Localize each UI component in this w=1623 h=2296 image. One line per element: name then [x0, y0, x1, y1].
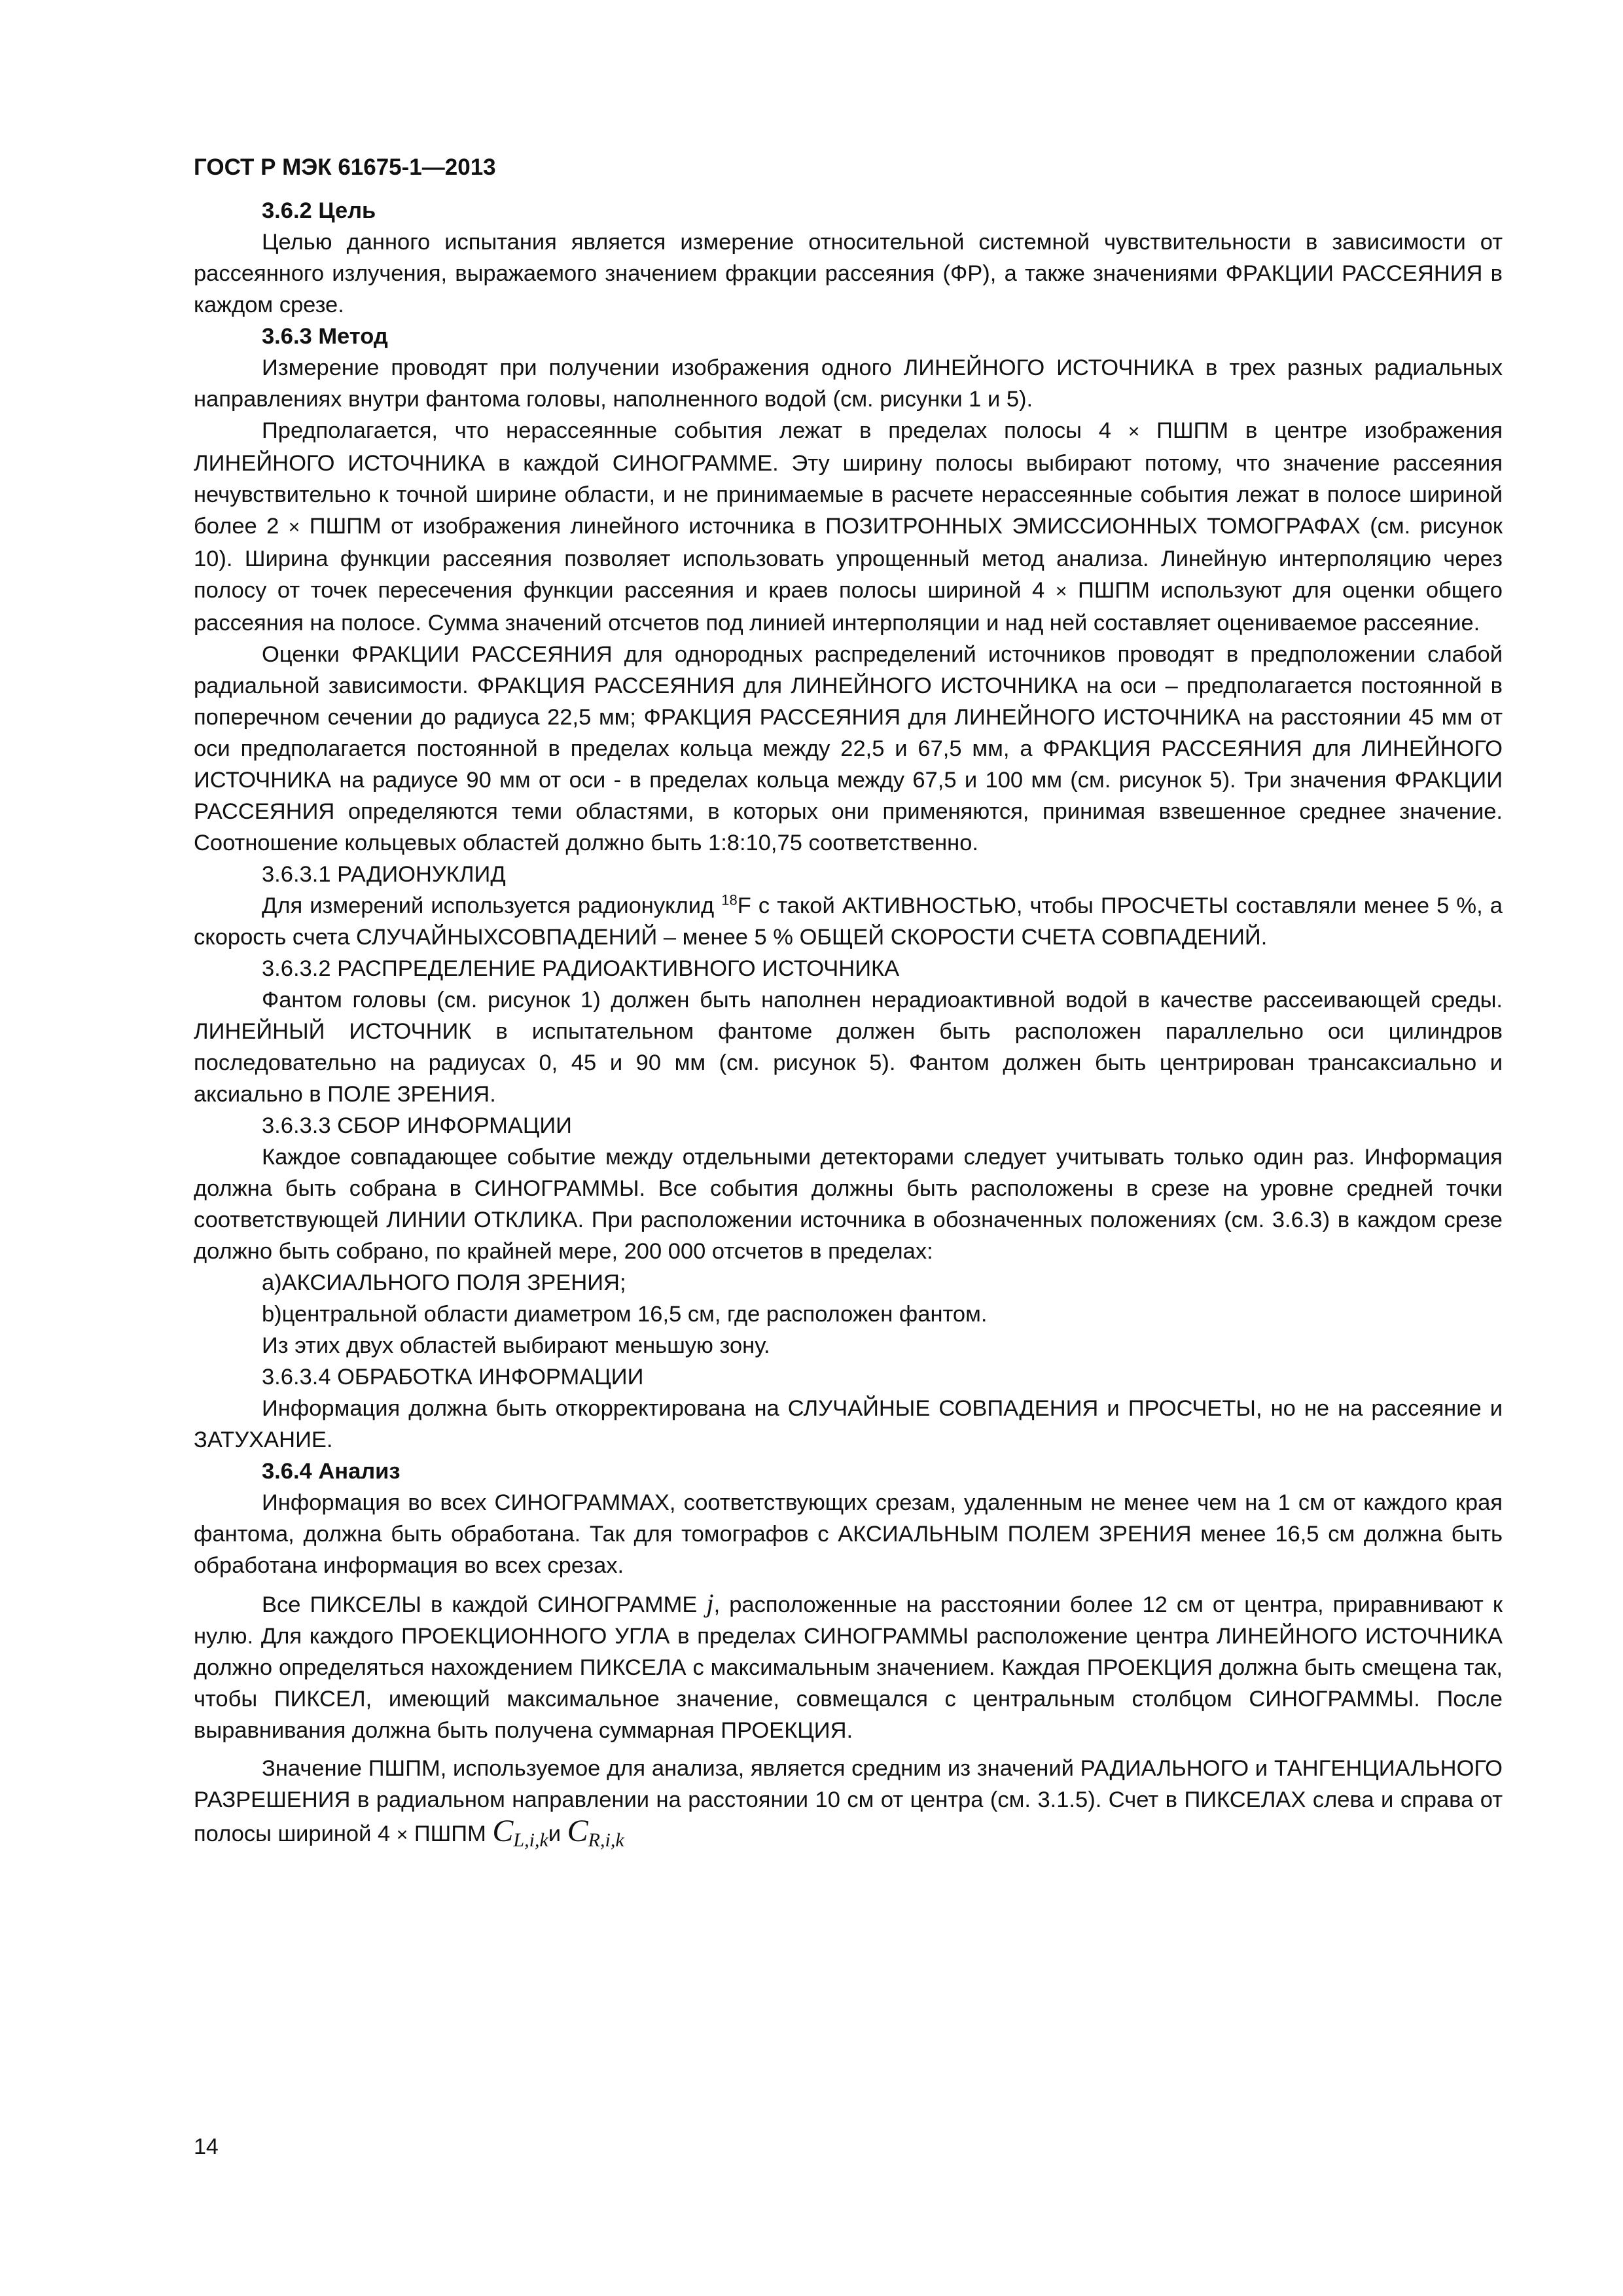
paragraph: Измерение проводят при получении изображения одного ЛИНЕЙНОГО ИСТОЧНИКА в трех разных радиальных направлениях внутри фантома головы, наполненного водой (см. рисунки 1 и 5). [194, 355, 1503, 412]
paragraph: Каждое совпадающее событие между отдельными детекторами следует учитывать только один раз. Информация должна быть собрана в СИНОГРАММЫ. Все события должны быть расположены в срезе на уровне средней точки соответствующей ЛИНИИ ОТКЛИКА. При расположении источника в обозначенных положениях (см. 3.6.3) в каждом срезе должно быть собрано, по крайней мере, 200 000 отсчетов в пределах: [194, 1145, 1503, 1264]
paragraph: Из этих двух областей выбирают меньшую зону. [262, 1333, 770, 1358]
subsection-heading-3-6-3-3: 3.6.3.3 СБОР ИНФОРМАЦИИ [262, 1113, 572, 1138]
paragraph: Целью данного испытания является измерение относительной системной чувствительности в зависимости от рассеянного излучения, выражаемого значением фракции рассеяния (ФР), а также значениями ФРАКЦИИ РАССЕЯНИЯ в каждом срезе. [194, 230, 1503, 317]
math-subscript: L,i,k [513, 1829, 548, 1851]
text-run: , расположенные на расстоянии более 12 см от центра, приравнивают к нулю. Для каждого ПРОЕКЦИОННОГО УГЛА в пределах СИНОГРАММЫ расположение центра ЛИНЕЙНОГО ИСТОЧНИКА должно определяться нахождением ПИКСЕЛА с максимальным значением. Каждая ПРОЕКЦИЯ должна быть смещена так, чтобы ПИКСЕЛ, имеющий максимальное значение, совмещался с центральным столбцом СИНОГРАММЫ. После выравнивания должна быть получена суммарная ПРОЕКЦИЯ. [194, 1592, 1503, 1743]
times-symbol: × [1128, 421, 1140, 442]
text-run: Для измерений используется радионуклид [262, 893, 715, 918]
document-body [194, 195, 1503, 1856]
paragraph-sinogram-pixels [194, 1588, 1503, 1746]
page-number: 14 [194, 2134, 219, 2159]
math-c-symbol: C [567, 1814, 588, 1848]
text-run: ПШПМ в центре изображения ЛИНЕЙНОГО ИСТОЧНИКА в каждой СИНОГРАММЕ. Эту ширину полосы выбирают потому, что значение рассеяния нечувствительно к точной ширине области, и не принимаемые в расчете нерассеянные события лежат в полосе шириной более 2 [194, 418, 1503, 539]
paragraph: Фантом головы (см. рисунок 1) должен быть наполнен нерадиоактивной водой в качестве рассеивающей среды. ЛИНЕЙНЫЙ ИСТОЧНИК в испытательном фантоме должен быть расположен параллельно оси цилиндров последовательно на радиусах 0, 45 и 90 мм (см. рисунок 5). Фантом должен быть центрирован трансаксиально и аксиально в ПОЛЕ ЗРЕНИЯ. [194, 988, 1503, 1107]
paragraph: Информация во всех СИНОГРАММАХ, соответствующих срезам, удаленным не менее чем на 1 см от каждого края фантома, должна быть обработана. Так для томографов с АКСИАЛЬНЫМ ПОЛЕМ ЗРЕНИЯ менее 16,5 см должна быть обработана информация во всех срезах. [194, 1490, 1503, 1578]
document-header: ГОСТ Р МЭК 61675-1—2013 [194, 154, 496, 180]
text-run: с такой АКТИВНОСТЬЮ, чтобы ПРОСЧЕТЫ составляли менее 5 %, а скорость счета СЛУЧАЙНЫХСОВПАДЕНИЙ – менее 5 % ОБЩЕЙ СКОРОСТИ СЧЕТА СОВПАДЕНИЙ. [194, 893, 1503, 950]
list-item-a: a)АКСИАЛЬНОГО ПОЛЯ ЗРЕНИЯ; [262, 1270, 626, 1295]
times-symbol: × [1055, 581, 1067, 602]
text-run: 4 [1098, 418, 1111, 443]
paragraph-fwhm-band [194, 415, 1503, 639]
section-heading-3-6-4: 3.6.4 Анализ [262, 1459, 401, 1484]
text-run: ПШПМ от изображения линейного источника в ПОЗИТРОННЫХ ЭМИССИОННЫХ ТОМОГРАФАХ (см. рисунок 10). Ширина функции рассеяния позволяет использовать упрощенный метод анализа. Линейную интерполяцию через полосу от точек пересечения функции рассеяния и краев полосы шириной 4 [194, 514, 1503, 603]
isotope-symbol: F [737, 893, 751, 918]
paragraph: Информация должна быть откорректирована на СЛУЧАЙНЫЕ СОВПАДЕНИЯ и ПРОСЧЕТЫ, но не на рассеяние и ЗАТУХАНИЕ. [194, 1396, 1503, 1452]
subsection-heading-3-6-3-2: 3.6.3.2 РАСПРЕДЕЛЕНИЕ РАДИОАКТИВНОГО ИСТОЧНИКА [262, 956, 900, 981]
subsection-heading-3-6-3-1: 3.6.3.1 РАДИОНУКЛИД [262, 862, 506, 887]
subsection-heading-3-6-3-4: 3.6.3.4 ОБРАБОТКА ИНФОРМАЦИИ [262, 1365, 644, 1390]
times-symbol: × [288, 516, 300, 538]
math-c-right [567, 1814, 624, 1851]
text-run: ПШПМ [414, 1821, 486, 1846]
document-page [194, 152, 1503, 1856]
math-c-left [492, 1814, 548, 1851]
text-run: Предполагается, что нерассеянные события лежат в пределах полосы [262, 418, 1082, 443]
math-variable-j: j [706, 1588, 714, 1618]
math-subscript: R,i,k [588, 1829, 624, 1851]
math-c-symbol: C [492, 1814, 514, 1848]
text-run: Значение ПШПМ, используемое для анализа, является средним из значений РАДИАЛЬНОГО и ТАНГЕНЦИАЛЬНОГО РАЗРЕШЕНИЯ в радиальном направлении на расстоянии 10 см от центра (см. 3.1.5). Счет в ПИКСЕЛАХ слева и справа от полосы шириной 4 [194, 1756, 1503, 1846]
section-heading-3-6-2: 3.6.2 Цель [262, 198, 376, 223]
text-run: ПШПМ используют для оценки общего рассеяния на полосе. Сумма значений отсчетов под линией интерполяции и над ней составляет оцениваемое рассеяние. [194, 578, 1503, 636]
section-heading-3-6-3: 3.6.3 Метод [262, 324, 388, 349]
list-item-b: b)центральной области диаметром 16,5 см, где расположен фантом. [262, 1302, 988, 1327]
paragraph: Оценки ФРАКЦИИ РАССЕЯНИЯ для однородных распределений источников проводят в предположении слабой радиальной зависимости. ФРАКЦИЯ РАССЕЯНИЯ для ЛИНЕЙНОГО ИСТОЧНИКА на оси – предполагается постоянной в поперечном сечении до радиуса 22,5 мм; ФРАКЦИЯ РАССЕЯНИЯ для ЛИНЕЙНОГО ИСТОЧНИКА на расстоянии 45 мм от оси предполагается постоянной в пределах кольца между 22,5 и 67,5 мм, а ФРАКЦИЯ РАССЕЯНИЯ для ЛИНЕЙНОГО ИСТОЧНИКА на радиусе 90 мм от оси - в пределах кольца между 67,5 и 100 мм (см. рисунок 5). Три значения ФРАКЦИИ РАССЕЯНИЯ определяются теми областями, в которых они применяются, принимая взвешенное среднее значение. Соотношение кольцевых областей должно быть 1:8:10,75 соответственно. [194, 642, 1503, 855]
isotope-mass-number: 18 [721, 891, 738, 908]
text-run: Все ПИКСЕЛЫ в каждой СИНОГРАММЕ [262, 1592, 698, 1617]
text-run: и [548, 1821, 562, 1846]
times-symbol: × [396, 1824, 408, 1846]
paragraph-radionuclide [194, 890, 1503, 953]
paragraph-fwhm-analysis [194, 1753, 1503, 1856]
